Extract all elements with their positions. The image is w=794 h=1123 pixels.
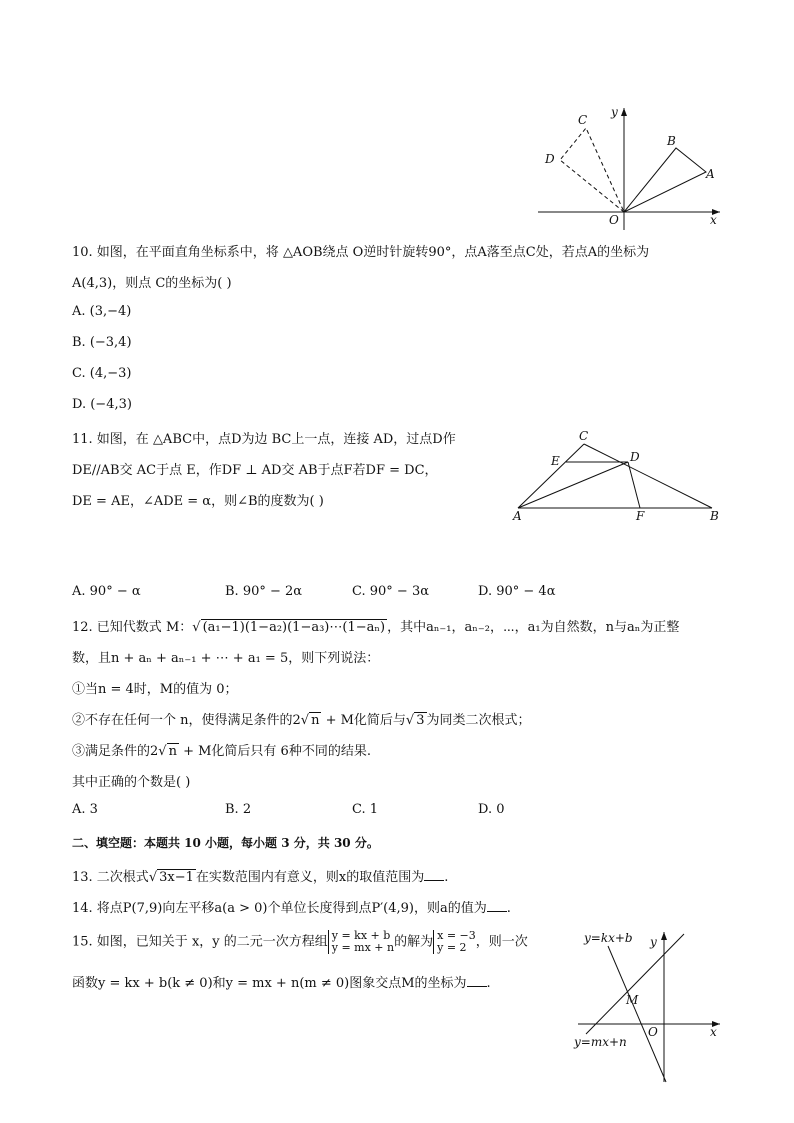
q15-part1: 15. 如图，已知关于 x，y 的二元一次方程组 [72, 934, 328, 950]
answer-blank[interactable] [424, 868, 444, 881]
q10-line1: 10. 如图，在平面直角坐标系中，将 △AOB绕点 O逆时针旋转90°，点A落至点C处，若点A的坐标为 [72, 245, 650, 260]
sqrt-sign: √ [158, 744, 167, 759]
q15-sys1-eq1: y = kx + b [331, 929, 391, 942]
q12-s2-radicand: n [311, 713, 320, 728]
sqrt-sign: √ [192, 620, 201, 635]
label-b: B [710, 509, 719, 523]
q14-text: 14. 将点P(7,9)向左平移a(a > 0)个单位长度得到点P′(4,9)，则a的值为 [72, 901, 487, 916]
label-d: D [545, 152, 555, 166]
q12-ask: 其中正确的个数是( ) [72, 775, 191, 790]
label-a: A [706, 167, 715, 181]
q12-s2-radicand2: 3 [416, 713, 425, 728]
q12-s3-part1: ③满足条件的2 [72, 744, 159, 759]
q15-system2 [433, 930, 476, 954]
label-y: y [611, 105, 618, 119]
q12-option-c: C. 1 [352, 802, 379, 817]
q10-figure [530, 100, 730, 230]
q12-radicand: (a₁−1)(1−a₂)(1−a₃)⋯(1−aₙ) [202, 620, 386, 635]
q12-option-a: A. 3 [72, 802, 98, 817]
label-line2: y=mx+n [574, 1035, 627, 1049]
q12-statement-1: ①当n = 4时，M的值为 0； [72, 682, 238, 697]
label-d: D [630, 450, 640, 464]
section-2-heading: 二、填空题：本题共 10 小题，每小题 3 分，共 30 分。 [72, 836, 379, 850]
sqrt-sign: √ [148, 870, 158, 885]
label-c: C [579, 429, 589, 443]
q11-option-c: C. 90° − 3α [352, 584, 429, 599]
triangle-aob [624, 148, 706, 212]
q13-part1: 13. 二次根式 [72, 870, 149, 885]
q11-line2: DE//AB交 AC于点 E，作DF ⊥ AD交 AB于点F若DF = DC， [72, 463, 438, 478]
line-kx-b [608, 946, 666, 1082]
q12-s2-part3: 为同类二次根式； [426, 713, 531, 728]
sqrt-sign: √ [405, 713, 415, 728]
segment-ad [518, 462, 628, 508]
q12-option-b: B. 2 [225, 802, 252, 817]
label-line1: y=kx+b [584, 931, 633, 945]
q12-line2: 数，且n + aₙ + aₙ₋₁ + ⋯ + a₁ = 5，则下列说法： [72, 651, 380, 666]
q13: 13. 二次根式√ 3x−1 在实数范围内有意义，则x的取值范围为 . [72, 870, 449, 885]
triangle-cod [560, 128, 624, 212]
segment-cb [584, 444, 712, 508]
q15-sys1-eq2: y = mx + n [331, 941, 395, 954]
label-x: x [710, 1025, 717, 1039]
q15-system1 [328, 930, 394, 954]
label-y: y [650, 935, 657, 949]
q11-option-b: B. 90° − 2α [225, 584, 303, 599]
q12-statement-2 [72, 709, 531, 728]
q12-s2-part2: + M化简后与 [321, 713, 406, 728]
q15-sys2-eq2: y = 2 [437, 941, 467, 954]
label-c: C [578, 113, 588, 127]
q15-line2: 函数y = kx + b(k ≠ 0)和y = mx + n(m ≠ 0)图象交点M的坐标为 . [72, 976, 491, 991]
q15-figure [570, 925, 730, 1085]
label-o: O [609, 213, 619, 227]
q15-part3: ，则一次 [475, 934, 528, 950]
q14: 14. 将点P(7,9)向左平移a(a > 0)个单位长度得到点P′(4,9)，则a的值为 . [72, 901, 511, 916]
q15-part2: 的解为 [394, 934, 434, 950]
q12-option-d: D. 0 [478, 802, 505, 817]
q11-option-d: D. 90° − 4α [478, 584, 556, 599]
label-o: O [648, 1025, 658, 1039]
q10-line2: A(4,3)，则点 C的坐标为( ) [72, 276, 232, 291]
answer-blank[interactable] [487, 899, 507, 912]
q10-option-d: D. (−4,3) [72, 397, 132, 412]
label-a: A [513, 509, 522, 523]
line-mx-n [586, 934, 684, 1034]
q12-s2-part1: ②不存在任何一个 n，使得满足条件的2 [72, 713, 301, 728]
q12-line1 [72, 616, 679, 635]
label-x: x [710, 213, 717, 227]
q11-line1: 11. 如图，在 △ABC中，点D为边 BC上一点，连接 AD，过点D作 [72, 432, 456, 447]
label-e: E [551, 454, 560, 468]
q15-sys2-eq1: x = −3 [437, 929, 476, 942]
sqrt-sign: √ [300, 713, 310, 728]
label-b: B [667, 134, 676, 148]
q12-s3-part2: + M化简后只有 6种不同的结果. [178, 744, 371, 759]
q11-line3: DE = AE，∠ADE = α，则∠B的度数为( ) [72, 494, 324, 509]
q10-option-c: C. (4,−3) [72, 366, 132, 381]
q12-s3-radicand: n [168, 744, 177, 759]
q12-line1-prefix: 12. 已知代数式 M： [72, 620, 193, 635]
q11-option-a: A. 90° − α [72, 584, 141, 599]
answer-blank[interactable] [467, 974, 487, 987]
q12-line1-suffix: ，其中aₙ₋₁，aₙ₋₂，⋯，a₁为自然数，n与aₙ为正整 [387, 620, 680, 635]
q13-part2: 在实数范围内有意义，则x的取值范围为 [195, 870, 425, 885]
q15-line2-text: 函数y = kx + b(k ≠ 0)和y = mx + n(m ≠ 0)图象交点M的坐标为 [72, 976, 467, 991]
label-f: F [636, 509, 645, 523]
label-m: M [626, 993, 639, 1007]
q12-statement-3 [72, 740, 371, 759]
q15-line1 [72, 930, 528, 954]
q11-figure [505, 425, 735, 525]
q10-option-a: A. (3,−4) [72, 304, 132, 319]
q13-radicand: 3x−1 [159, 870, 194, 885]
q10-option-b: B. (−3,4) [72, 335, 132, 350]
